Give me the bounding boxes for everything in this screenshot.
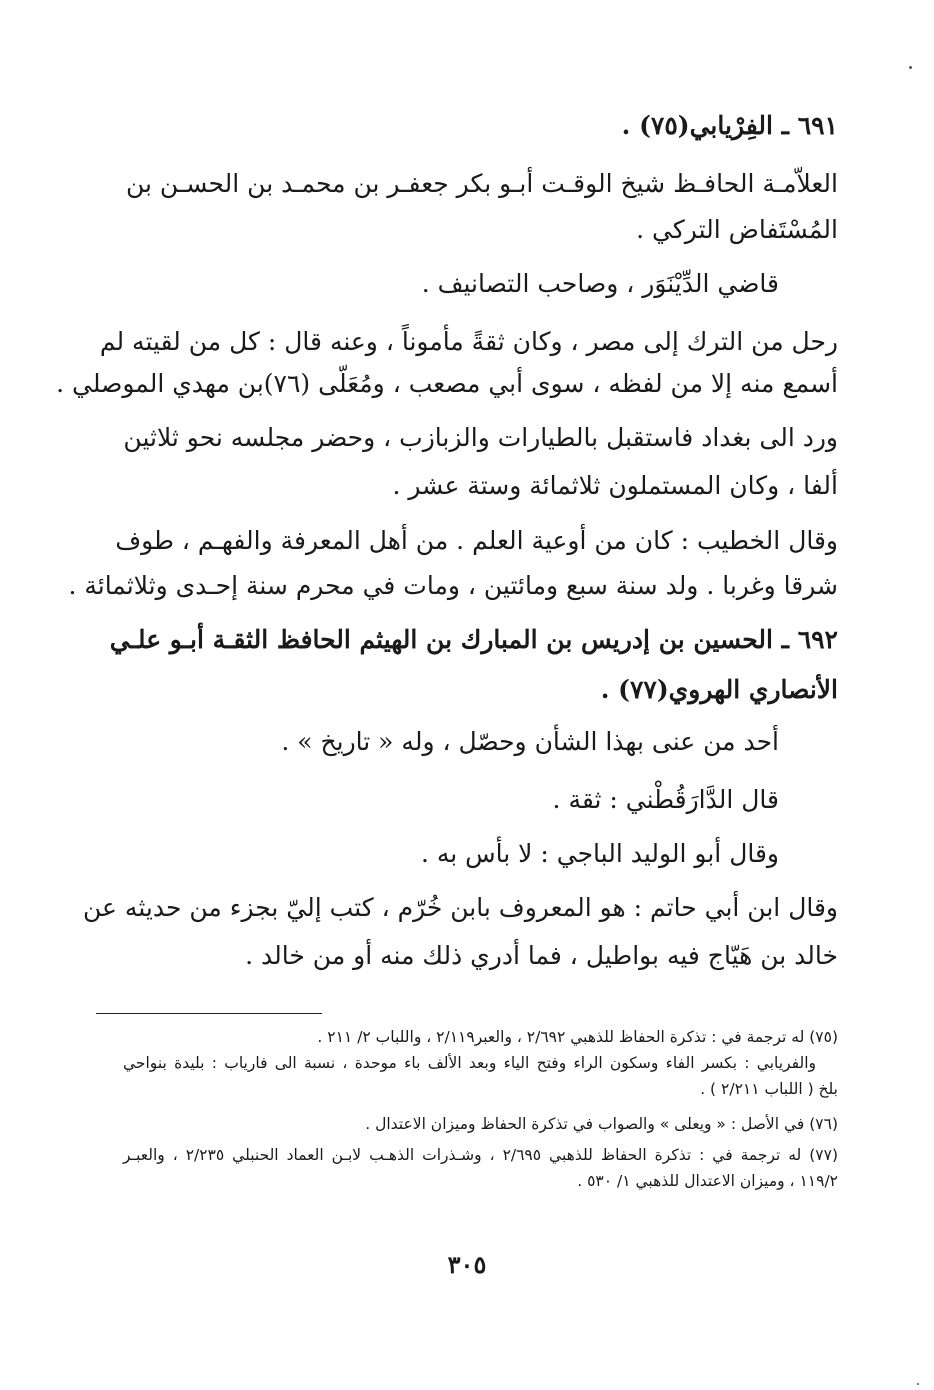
scan-speck bbox=[917, 1383, 919, 1385]
page-number: ٣٠٥ bbox=[447, 1250, 487, 1279]
paragraph-line: وقال ابن أبي حاتم : هو المعروف بابن خُرّم ، كتب إليّ بجزء من حديثه عن bbox=[83, 893, 838, 922]
footnote-line: (٧٦) في الأصل : « ويعلى » والصواب في تذكرة الحفاظ وميزان الاعتدال . bbox=[365, 1115, 838, 1133]
paragraph-line: أسمع منه إلا من لفظه ، سوى أبي مصعب ، ومُعَلّى (٧٦)بن مهدي الموصلي . bbox=[56, 369, 838, 398]
paragraph-line: رحل من الترك إلى مصر ، وكان ثقةً مأموناً ، وعنه قال : كل من لقيته لم bbox=[99, 327, 838, 356]
entry-heading: ٦٩٢ ـ الحسين بن إدريس بن المبارك بن الهيثم الحافظ الثقـة أبـو علـي bbox=[109, 625, 838, 654]
footnote-line: ١١٩/٢ ، وميزان الاعتدال للذهبي ١/ ٥٣٠ . bbox=[577, 1172, 838, 1190]
paragraph-line: ألفا ، وكان المستملون ثلاثمائة وستة عشر . bbox=[392, 471, 838, 500]
paragraph-line: وقال أبو الوليد الباجي : لا بأس به . bbox=[420, 839, 779, 868]
paragraph-line: المُسْتَفاض التركي . bbox=[636, 215, 838, 244]
footnote-line: بلخ ( اللباب ٢/٢١١ ) . bbox=[700, 1080, 838, 1098]
footnote-rule bbox=[96, 1013, 322, 1014]
scan-speck bbox=[909, 66, 912, 69]
footnote-line: والفريابي : بكسر الفاء وسكون الراء وفتح الياء وبعد الألف باء موحدة ، نسبة الى فارياب : بليدة بنواحي bbox=[123, 1054, 816, 1072]
footnote-line: (٧٥) له ترجمة في : تذكرة الحفاظ للذهبي ٢/٦٩٢ ، والعبر٢/١١٩ ، واللباب ٢/ ٢١١ . bbox=[317, 1028, 838, 1046]
entry-heading: ٦٩١ ـ الفِرْيابي(٧٥) . bbox=[621, 111, 838, 140]
paragraph-line: شرقا وغربا . ولد سنة سبع ومائتين ، ومات في محرم سنة إحـدى وثلاثمائة . bbox=[68, 571, 838, 600]
footnote-line: (٧٧) له ترجمة في : تذكرة الحفاظ للذهبي ٢/٦٩٥ ، وشـذرات الذهـب لابـن العماد الحنبلي ٢/٢٣٥ ، والعبـر bbox=[123, 1146, 838, 1164]
paragraph-line: قاضي الدِّيْنَوَر ، وصاحب التصانيف . bbox=[421, 269, 779, 298]
paragraph-line: خالد بن هَيّاج فيه بواطيل ، فما أدري ذلك منه أو من خالد . bbox=[245, 941, 838, 970]
entry-heading-continued: الأنصاري الهروي(٧٧) . bbox=[600, 675, 838, 704]
paragraph-line: أحد من عنى بهذا الشأن وحصّل ، وله « تاريخ » . bbox=[281, 727, 779, 756]
paragraph-line: العلاّمـة الحافـظ شيخ الوقـت أبـو بكر جعفـر بن محمـد بن الحسـن بن bbox=[125, 169, 838, 198]
paragraph-line: وقال الخطيب : كان من أوعية العلم . من أهل المعرفة والفهـم ، طوف bbox=[115, 526, 838, 555]
paragraph-line: ورد الى بغداد فاستقبل بالطيارات والزبازب ، وحضر مجلسه نحو ثلاثين bbox=[123, 423, 838, 452]
paragraph-line: قال الدَّارَقُطْني : ثقة . bbox=[552, 785, 779, 814]
